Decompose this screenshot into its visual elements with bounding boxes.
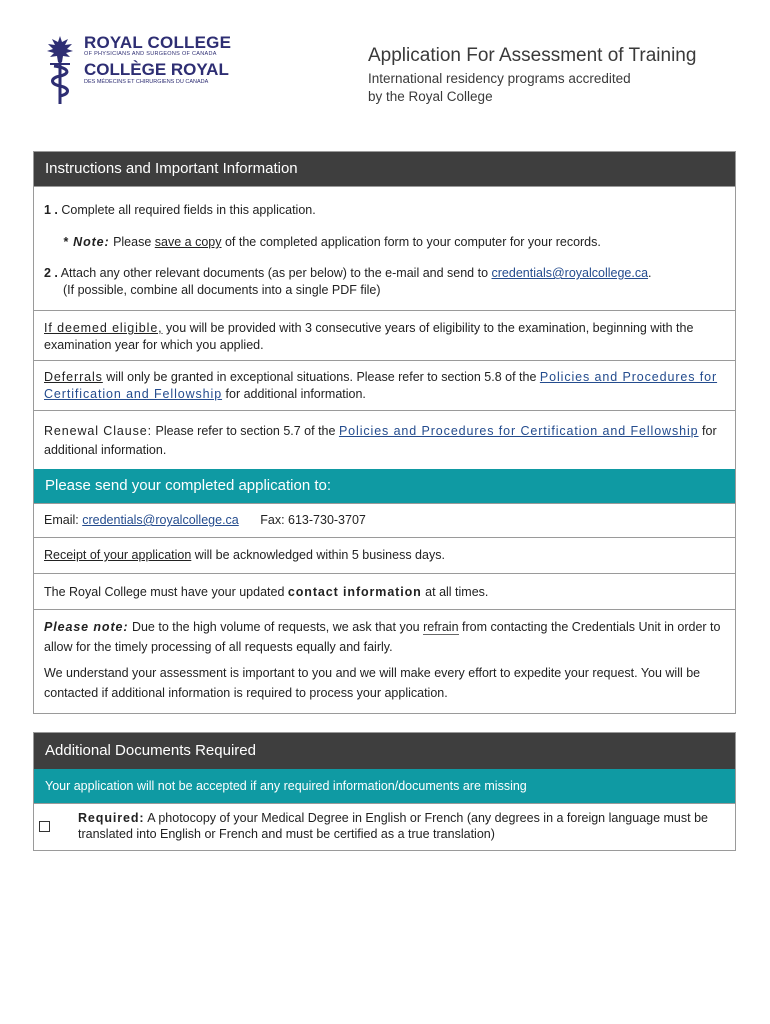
contact-details <box>34 503 735 537</box>
logo-line3: COLLÈGE ROYAL <box>84 60 229 79</box>
item2-line2: (If possible, combine all documents into a single PDF file) <box>63 283 381 297</box>
document-header <box>368 44 748 106</box>
renewal-info <box>34 410 735 469</box>
deferrals-info <box>34 360 735 410</box>
contact-post: at all times. <box>425 585 489 599</box>
deferrals-policies-link[interactable]: Policies and Procedures for Certification and Fellowship <box>44 370 718 401</box>
document-subtitle-line2: by the Royal College <box>368 89 493 104</box>
renewal-label: Renewal Clause: <box>44 424 152 438</box>
logo-line4: DES MÉDECINS ET CHIRURGIENS DU CANADA <box>84 79 209 85</box>
instructions-heading: Instructions and Important Information <box>34 152 735 186</box>
receipt-info <box>34 537 735 573</box>
additional-documents-section <box>33 732 736 851</box>
medical-degree-checkbox[interactable] <box>39 821 50 832</box>
instruction-item-2 <box>44 265 725 282</box>
deferrals-text: will only be granted in exceptional situations. Please refer to section 5.8 of the <box>106 370 537 384</box>
please-note-post: from contacting the Credentials Unit in order to allow for the timely processing of all requests equally and fairly. <box>44 620 721 654</box>
please-note-pre: Due to the high volume of requests, we ask that you <box>131 620 420 634</box>
email-label: Email: <box>44 513 79 527</box>
deferrals-label: Deferrals <box>44 370 103 384</box>
receipt-label: Receipt of your application <box>44 548 192 562</box>
send-heading: Please send your completed application to: <box>34 469 735 503</box>
please-note-paragraph <box>44 617 725 657</box>
required-text: A photocopy of your Medical Degree in English or French (any degrees in a foreign language must be translated into English or French and must be certified as a true translation) <box>78 811 708 841</box>
caduceus-crest-icon <box>40 34 80 106</box>
deferrals-end: for additional information. <box>225 387 366 401</box>
eligible-text: you will be provided with 3 consecutive years of eligibility to the examination, beginning with the examination year for which you applied. <box>44 321 694 352</box>
eligibility-info <box>34 310 735 360</box>
instructions-list <box>34 186 735 310</box>
receipt-text: will be acknowledged within 5 business days. <box>194 548 445 562</box>
item2-number: 2 . <box>44 266 58 280</box>
renewal-policies-link[interactable]: Policies and Procedures for Certification and Fellowship <box>338 424 699 438</box>
document-subtitle-line1: International residency programs accredited <box>368 71 631 86</box>
please-note-label: Please note: <box>44 620 129 634</box>
logo-line2: OF PHYSICIANS AND SURGEONS OF CANADA <box>84 51 217 57</box>
item1-text: Complete all required fields in this application. <box>61 203 316 217</box>
contact-pre: The Royal College must have your updated <box>44 585 285 599</box>
fax-number: Fax: 613-730-3707 <box>260 513 366 527</box>
contact-bold: contact information <box>287 585 422 599</box>
additional-documents-heading: Additional Documents Required <box>34 733 735 769</box>
contact-info-requirement <box>34 573 735 609</box>
send-email-link[interactable]: credentials@royalcollege.ca <box>82 513 239 527</box>
item2-text: Attach any other relevant documents (as per below) to the e-mail and send to <box>60 266 489 280</box>
required-document-item <box>34 803 735 850</box>
document-title: Application For Assessment of Training <box>368 45 697 66</box>
please-note-section <box>34 609 735 713</box>
instructions-section <box>33 151 736 714</box>
item1-number: 1 . <box>44 203 58 217</box>
logo-line1: ROYAL COLLEGE <box>84 33 232 52</box>
royal-college-logo <box>40 34 240 106</box>
instruction-item-1 <box>44 202 725 219</box>
note-post: of the completed application form to your computer for your records. <box>224 235 601 249</box>
renewal-end: for additional information. <box>44 424 717 457</box>
note-label: * Note: <box>63 235 110 249</box>
credentials-email-link[interactable]: credentials@royalcollege.ca <box>491 266 649 280</box>
missing-documents-warning: Your application will not be accepted if any required information/documents are missing <box>34 769 735 803</box>
save-copy-note <box>44 234 725 251</box>
note-pre: Please <box>113 235 152 249</box>
renewal-text: Please refer to section 5.7 of the <box>155 424 336 438</box>
understand-paragraph: We understand your assessment is important to you and we will make every effort to expedite your request. You will be contacted if additional information is required to process your application. <box>44 666 701 700</box>
eligible-label: If deemed eligible, <box>44 321 163 335</box>
save-copy-link[interactable]: save a copy <box>154 235 222 249</box>
item2-end: . <box>648 266 652 280</box>
required-label: Required: <box>78 811 145 825</box>
refrain-word: refrain <box>423 620 459 634</box>
